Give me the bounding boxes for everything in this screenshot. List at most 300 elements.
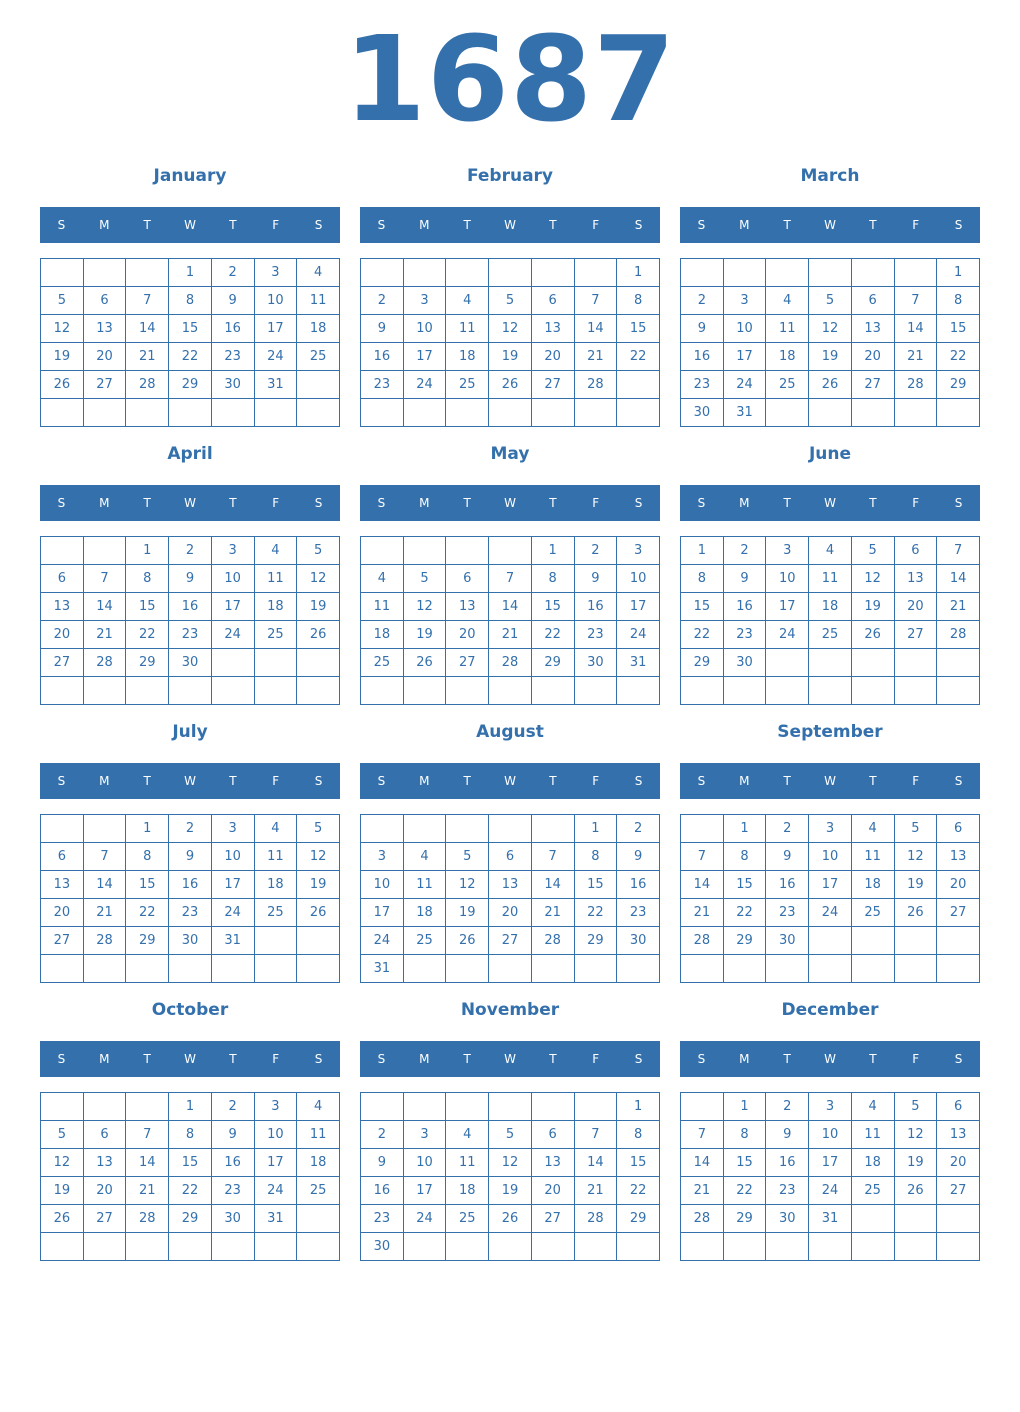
- day-cell: 9: [723, 565, 766, 593]
- day-cell: 18: [766, 343, 809, 371]
- day-cell: 10: [403, 1149, 446, 1177]
- day-cell: 29: [723, 1205, 766, 1233]
- day-cell: 16: [574, 593, 617, 621]
- week-row: [681, 1177, 980, 1205]
- month-name: May: [490, 444, 530, 464]
- week-row: [41, 871, 340, 899]
- day-cell: 5: [489, 287, 532, 315]
- weekday-label: T: [869, 1052, 877, 1066]
- day-cell: 2: [574, 537, 617, 565]
- empty-day-cell: [531, 1093, 574, 1121]
- empty-day-cell: [574, 677, 617, 705]
- day-cell: 6: [41, 843, 84, 871]
- empty-day-cell: [41, 1233, 84, 1261]
- empty-day-cell: [83, 815, 126, 843]
- weekday-label: W: [504, 774, 516, 788]
- month-name: October: [151, 1000, 229, 1020]
- weekday-label: S: [634, 496, 643, 510]
- month-name: February: [466, 166, 554, 186]
- day-grid: [360, 258, 660, 427]
- day-cell: 26: [809, 371, 852, 399]
- day-cell: 6: [937, 815, 980, 843]
- day-cell: 17: [211, 871, 254, 899]
- day-cell: 12: [489, 1149, 532, 1177]
- weekday-label: S: [697, 496, 706, 510]
- weekday-label: M: [99, 774, 110, 788]
- day-cell: 26: [297, 899, 340, 927]
- week-row: [41, 1233, 340, 1261]
- day-cell: 23: [766, 899, 809, 927]
- weekday-label: M: [419, 1052, 430, 1066]
- day-cell: 30: [723, 649, 766, 677]
- day-cell: 18: [254, 593, 297, 621]
- day-cell: 16: [766, 1149, 809, 1177]
- day-cell: 22: [126, 621, 169, 649]
- weekday-label: S: [57, 496, 66, 510]
- empty-day-cell: [297, 677, 340, 705]
- day-cell: 5: [894, 1093, 937, 1121]
- day-cell: 1: [937, 259, 980, 287]
- empty-day-cell: [361, 1093, 404, 1121]
- weekday-label: T: [463, 218, 471, 232]
- weekday-label: F: [912, 774, 920, 788]
- empty-day-cell: [937, 1233, 980, 1261]
- day-cell: 22: [126, 899, 169, 927]
- day-cell: 3: [211, 815, 254, 843]
- day-cell: 24: [403, 371, 446, 399]
- day-cell: 8: [169, 287, 212, 315]
- day-cell: 11: [766, 315, 809, 343]
- day-cell: 25: [851, 899, 894, 927]
- week-row: [361, 343, 660, 371]
- weekday-label: W: [184, 496, 196, 510]
- empty-day-cell: [211, 677, 254, 705]
- weekday-label: S: [954, 1052, 963, 1066]
- weekday-label: F: [272, 774, 280, 788]
- day-cell: 16: [681, 343, 724, 371]
- day-cell: 20: [41, 899, 84, 927]
- empty-day-cell: [489, 955, 532, 983]
- day-cell: 8: [681, 565, 724, 593]
- day-cell: 29: [169, 371, 212, 399]
- day-grid: [40, 536, 340, 705]
- day-cell: 2: [723, 537, 766, 565]
- week-row: [41, 287, 340, 315]
- week-row: [681, 1149, 980, 1177]
- week-row: [41, 593, 340, 621]
- day-cell: 8: [723, 1121, 766, 1149]
- weekday-label: W: [184, 1052, 196, 1066]
- day-cell: 16: [361, 343, 404, 371]
- week-row: [681, 649, 980, 677]
- day-cell: 28: [681, 927, 724, 955]
- day-cell: 4: [446, 1121, 489, 1149]
- day-cell: 19: [297, 593, 340, 621]
- weekday-label: M: [739, 218, 750, 232]
- weekday-label: W: [504, 496, 516, 510]
- day-cell: 6: [83, 1121, 126, 1149]
- day-cell: 24: [403, 1205, 446, 1233]
- empty-day-cell: [574, 1093, 617, 1121]
- weekday-label: T: [549, 774, 557, 788]
- empty-day-cell: [809, 1233, 852, 1261]
- day-cell: 12: [851, 565, 894, 593]
- weekday-header: [40, 207, 340, 243]
- day-cell: 20: [531, 343, 574, 371]
- week-row: [361, 1205, 660, 1233]
- day-cell: 27: [83, 371, 126, 399]
- day-cell: 2: [681, 287, 724, 315]
- empty-day-cell: [126, 259, 169, 287]
- empty-day-cell: [403, 259, 446, 287]
- day-cell: 9: [681, 315, 724, 343]
- week-row: [41, 621, 340, 649]
- weekday-label: W: [184, 774, 196, 788]
- empty-day-cell: [211, 399, 254, 427]
- day-cell: 15: [681, 593, 724, 621]
- day-cell: 18: [403, 899, 446, 927]
- day-cell: 7: [83, 565, 126, 593]
- day-cell: 10: [617, 565, 660, 593]
- day-cell: 8: [937, 287, 980, 315]
- empty-day-cell: [41, 537, 84, 565]
- weekday-label: S: [377, 218, 386, 232]
- day-cell: 16: [169, 593, 212, 621]
- day-cell: 11: [851, 1121, 894, 1149]
- day-cell: 10: [809, 843, 852, 871]
- week-row: [41, 1149, 340, 1177]
- empty-day-cell: [361, 815, 404, 843]
- day-cell: 19: [41, 1177, 84, 1205]
- day-cell: 7: [489, 565, 532, 593]
- day-cell: 5: [851, 537, 894, 565]
- week-row: [681, 399, 980, 427]
- day-cell: 11: [254, 843, 297, 871]
- week-row: [681, 287, 980, 315]
- empty-day-cell: [809, 955, 852, 983]
- empty-day-cell: [766, 259, 809, 287]
- day-cell: 19: [297, 871, 340, 899]
- day-cell: 30: [169, 649, 212, 677]
- day-cell: 3: [403, 1121, 446, 1149]
- day-cell: 11: [361, 593, 404, 621]
- day-cell: 17: [809, 871, 852, 899]
- day-cell: 22: [723, 899, 766, 927]
- empty-day-cell: [809, 649, 852, 677]
- weekday-header: [680, 763, 980, 799]
- day-cell: 29: [681, 649, 724, 677]
- empty-day-cell: [446, 537, 489, 565]
- day-cell: 30: [766, 927, 809, 955]
- day-cell: 31: [361, 955, 404, 983]
- week-row: [361, 315, 660, 343]
- day-cell: 22: [681, 621, 724, 649]
- day-cell: 28: [126, 371, 169, 399]
- day-cell: 31: [617, 649, 660, 677]
- empty-day-cell: [169, 677, 212, 705]
- day-cell: 19: [809, 343, 852, 371]
- weekday-label: T: [463, 496, 471, 510]
- weekday-header: [360, 763, 660, 799]
- day-cell: 3: [766, 537, 809, 565]
- weekday-label: T: [549, 496, 557, 510]
- day-cell: 8: [531, 565, 574, 593]
- day-cell: 23: [361, 371, 404, 399]
- day-cell: 27: [41, 649, 84, 677]
- empty-day-cell: [531, 399, 574, 427]
- empty-day-cell: [446, 955, 489, 983]
- weekday-label: T: [783, 1052, 791, 1066]
- weekday-label: M: [739, 496, 750, 510]
- day-cell: 6: [489, 843, 532, 871]
- week-row: [681, 343, 980, 371]
- day-cell: 6: [531, 1121, 574, 1149]
- day-cell: 17: [403, 343, 446, 371]
- week-row: [361, 1149, 660, 1177]
- empty-day-cell: [851, 399, 894, 427]
- day-cell: 17: [403, 1177, 446, 1205]
- day-cell: 7: [681, 1121, 724, 1149]
- day-cell: 31: [254, 1205, 297, 1233]
- day-cell: 21: [83, 621, 126, 649]
- empty-day-cell: [403, 677, 446, 705]
- month-name: June: [808, 444, 852, 464]
- empty-day-cell: [297, 1233, 340, 1261]
- day-grid: [680, 814, 980, 983]
- empty-day-cell: [851, 677, 894, 705]
- day-cell: 3: [617, 537, 660, 565]
- weekday-header: [360, 1041, 660, 1077]
- day-cell: 29: [617, 1205, 660, 1233]
- day-cell: 4: [254, 815, 297, 843]
- day-cell: 28: [83, 927, 126, 955]
- weekday-label: T: [783, 496, 791, 510]
- weekday-header: [40, 763, 340, 799]
- week-row: [681, 871, 980, 899]
- empty-day-cell: [531, 677, 574, 705]
- day-cell: 9: [361, 315, 404, 343]
- day-cell: 30: [766, 1205, 809, 1233]
- day-cell: 14: [531, 871, 574, 899]
- day-cell: 21: [574, 1177, 617, 1205]
- day-cell: 24: [617, 621, 660, 649]
- week-row: [41, 1093, 340, 1121]
- weekday-label: W: [824, 774, 836, 788]
- day-cell: 20: [937, 1149, 980, 1177]
- day-cell: 6: [41, 565, 84, 593]
- empty-day-cell: [83, 1093, 126, 1121]
- day-cell: 11: [446, 1149, 489, 1177]
- day-cell: 5: [446, 843, 489, 871]
- empty-day-cell: [937, 1205, 980, 1233]
- weekday-label: T: [229, 1052, 237, 1066]
- empty-day-cell: [297, 371, 340, 399]
- day-cell: 25: [446, 371, 489, 399]
- day-cell: 23: [169, 899, 212, 927]
- weekday-label: W: [184, 218, 196, 232]
- day-cell: 26: [297, 621, 340, 649]
- day-cell: 12: [894, 1121, 937, 1149]
- empty-day-cell: [297, 927, 340, 955]
- day-cell: 1: [723, 815, 766, 843]
- day-cell: 20: [83, 343, 126, 371]
- weekday-label: T: [143, 218, 151, 232]
- day-cell: 26: [489, 371, 532, 399]
- day-grid: [360, 814, 660, 983]
- day-cell: 28: [937, 621, 980, 649]
- month-name: January: [153, 166, 227, 186]
- day-cell: 5: [489, 1121, 532, 1149]
- day-cell: 18: [361, 621, 404, 649]
- week-row: [681, 1121, 980, 1149]
- day-cell: 18: [297, 315, 340, 343]
- day-cell: 2: [766, 815, 809, 843]
- day-cell: 31: [723, 399, 766, 427]
- empty-day-cell: [617, 955, 660, 983]
- weekday-label: S: [314, 774, 323, 788]
- week-row: [41, 315, 340, 343]
- weekday-label: T: [549, 1052, 557, 1066]
- day-cell: 4: [403, 843, 446, 871]
- week-row: [41, 1177, 340, 1205]
- weekday-label: M: [99, 496, 110, 510]
- day-cell: 13: [937, 1121, 980, 1149]
- day-cell: 25: [851, 1177, 894, 1205]
- day-cell: 20: [446, 621, 489, 649]
- day-cell: 6: [851, 287, 894, 315]
- empty-day-cell: [894, 927, 937, 955]
- day-cell: 2: [766, 1093, 809, 1121]
- day-cell: 12: [297, 565, 340, 593]
- day-cell: 7: [574, 287, 617, 315]
- weekday-label: S: [377, 1052, 386, 1066]
- weekday-label: T: [143, 774, 151, 788]
- week-row: [361, 371, 660, 399]
- day-cell: 14: [894, 315, 937, 343]
- weekday-label: M: [419, 774, 430, 788]
- day-cell: 15: [937, 315, 980, 343]
- day-cell: 27: [41, 927, 84, 955]
- day-cell: 19: [446, 899, 489, 927]
- day-cell: 23: [169, 621, 212, 649]
- empty-day-cell: [126, 1233, 169, 1261]
- day-cell: 25: [809, 621, 852, 649]
- day-cell: 6: [83, 287, 126, 315]
- week-row: [41, 955, 340, 983]
- empty-day-cell: [937, 677, 980, 705]
- day-cell: 29: [126, 927, 169, 955]
- week-row: [41, 677, 340, 705]
- day-cell: 3: [723, 287, 766, 315]
- day-cell: 16: [169, 871, 212, 899]
- weekday-label: T: [869, 496, 877, 510]
- day-cell: 23: [211, 1177, 254, 1205]
- day-cell: 3: [809, 815, 852, 843]
- empty-day-cell: [403, 399, 446, 427]
- day-cell: 26: [894, 899, 937, 927]
- weekday-label: S: [314, 1052, 323, 1066]
- day-cell: 8: [617, 287, 660, 315]
- weekday-label: F: [272, 1052, 280, 1066]
- weekday-label: S: [954, 774, 963, 788]
- empty-day-cell: [446, 815, 489, 843]
- day-cell: 16: [723, 593, 766, 621]
- day-cell: 4: [766, 287, 809, 315]
- empty-day-cell: [41, 399, 84, 427]
- weekday-label: T: [549, 218, 557, 232]
- week-row: [361, 871, 660, 899]
- day-cell: 10: [254, 1121, 297, 1149]
- weekday-label: M: [99, 218, 110, 232]
- day-cell: 14: [83, 871, 126, 899]
- weekday-label: F: [272, 496, 280, 510]
- day-cell: 2: [361, 287, 404, 315]
- day-cell: 7: [574, 1121, 617, 1149]
- weekday-header: [680, 1041, 980, 1077]
- day-cell: 25: [254, 899, 297, 927]
- day-cell: 4: [297, 259, 340, 287]
- day-cell: 15: [169, 315, 212, 343]
- week-row: [361, 1233, 660, 1261]
- day-cell: 10: [254, 287, 297, 315]
- day-cell: 12: [489, 315, 532, 343]
- week-row: [361, 927, 660, 955]
- week-row: [681, 565, 980, 593]
- empty-day-cell: [809, 927, 852, 955]
- day-cell: 28: [489, 649, 532, 677]
- weekday-label: F: [912, 1052, 920, 1066]
- day-cell: 28: [574, 1205, 617, 1233]
- empty-day-cell: [297, 649, 340, 677]
- weekday-label: T: [229, 496, 237, 510]
- day-cell: 11: [254, 565, 297, 593]
- day-cell: 26: [403, 649, 446, 677]
- week-row: [361, 649, 660, 677]
- empty-day-cell: [851, 259, 894, 287]
- empty-day-cell: [723, 677, 766, 705]
- day-cell: 13: [489, 871, 532, 899]
- empty-day-cell: [489, 1093, 532, 1121]
- day-cell: 27: [489, 927, 532, 955]
- empty-day-cell: [489, 677, 532, 705]
- weekday-label: M: [99, 1052, 110, 1066]
- empty-day-cell: [211, 1233, 254, 1261]
- empty-day-cell: [361, 259, 404, 287]
- weekday-header: [40, 485, 340, 521]
- day-cell: 25: [297, 343, 340, 371]
- day-cell: 14: [681, 871, 724, 899]
- weekday-label: M: [419, 496, 430, 510]
- empty-day-cell: [254, 955, 297, 983]
- day-cell: 30: [211, 371, 254, 399]
- empty-day-cell: [681, 815, 724, 843]
- day-cell: 14: [574, 315, 617, 343]
- day-cell: 21: [937, 593, 980, 621]
- day-cell: 17: [766, 593, 809, 621]
- weekday-header: [680, 207, 980, 243]
- day-cell: 8: [126, 565, 169, 593]
- day-cell: 30: [617, 927, 660, 955]
- weekday-label: S: [314, 218, 323, 232]
- empty-day-cell: [894, 399, 937, 427]
- empty-day-cell: [681, 1233, 724, 1261]
- day-cell: 20: [937, 871, 980, 899]
- empty-day-cell: [766, 955, 809, 983]
- day-cell: 1: [169, 259, 212, 287]
- month-name: April: [167, 444, 213, 464]
- day-cell: 15: [126, 593, 169, 621]
- empty-day-cell: [446, 1093, 489, 1121]
